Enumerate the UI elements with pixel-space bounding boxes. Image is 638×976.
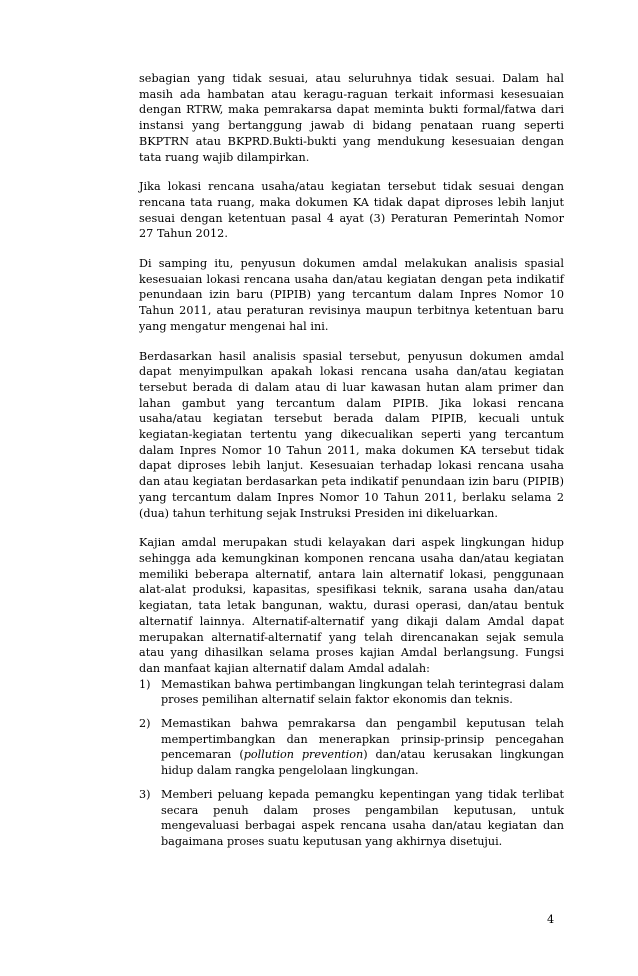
list-item-text: Memberi peluang kepada pemangku kepentingan yang tidak terlibat secara penuh dalam proses pengambilan keputusan, untuk mengevaluasi berbagai aspek rencana usaha dan/atau kegiatan dan bagaimana proses suatu keputusan yang akhirnya disetujui. xyxy=(161,787,564,848)
list-item-text: Memastikan bahwa pertimbangan lingkungan telah terintegrasi dalam proses pemilihan alternatif selain faktor ekonomis dan teknis. xyxy=(161,677,564,707)
list-item-number: 1) xyxy=(139,677,151,691)
list-item-number: 3) xyxy=(139,787,151,801)
list-item xyxy=(139,716,564,779)
list-item-text-before: Memastikan bahwa pemrakarsa dan pengambil keputusan telah mempertimbangkan dan menerapkan prinsip-prinsip pencegahan pencemaran ( xyxy=(161,717,564,762)
alternatif-function-list xyxy=(139,677,564,850)
paragraph-lokasi-tidak-sesuai: Jika lokasi rencana usaha/atau kegiatan tersebut tidak sesuai dengan rencana tata ruang, maka dokumen KA tidak dapat diproses lebih lanjut sesuai dengan ketentuan pasal 4 ayat (3) Peraturan Pemerintah Nomor 27 Tahun 2012. xyxy=(139,180,564,241)
list-item-italic-term: pollution prevention xyxy=(243,748,364,762)
list-item-number: 2) xyxy=(139,717,151,731)
paragraph-kajian-alternatif: Kajian amdal merupakan studi kelayakan dari aspek lingkungan hidup sehingga ada kemungkinan komponen rencana usaha dan/atau kegiatan memiliki beberapa alternatif, antara lain alternatif lokasi, penggunaan alat-alat produksi, kapasitas, spesifikasi teknik, sarana usaha dan/atau kegiatan, tata letak bangunan, waktu, durasi operasi, dan/atau bentuk alternatif lainnya. Alternatif-alternatif yang dikaji dalam Amdal dapat merupakan alternatif-alternatif yang telah direncanakan sejak semula atau yang dihasilkan selama proses kajian Amdal berlangsung. Fungsi dan manfaat kajian alternatif dalam Amdal adalah: xyxy=(139,536,564,675)
list-item-text-after: ) dan/atau kerusakan lingkungan hidup dalam rangka pengelolaan lingkungan. xyxy=(161,748,565,778)
list-item xyxy=(139,787,564,850)
page-number: 4 xyxy=(547,913,555,926)
paragraph-tata-ruang-continuation: sebagian yang tidak sesuai, atau seluruhnya tidak sesuai. Dalam hal masih ada hambatan atau keragu-raguan terkait informasi kesesuaian dengan RTRW, maka pemrakarsa dapat meminta bukti formal/fatwa dari instansi yang bertanggung jawab di bidang penataan ruang seperti BKPTRN atau BKPRD.Bukti-bukti yang mendukung kesesuaian dengan tata ruang wajib dilampirkan. xyxy=(139,72,564,164)
list-item xyxy=(139,677,564,708)
paragraph-analisis-spasial: Di samping itu, penyusun dokumen amdal melakukan analisis spasial kesesuaian lokasi rencana usaha dan/atau kegiatan dengan peta indikatif penundaan izin baru (PIPIB) yang tercantum dalam Inpres Nomor 10 Tahun 2011, atau peraturan revisinya maupun terbitnya ketentuan baru yang mengatur mengenai hal ini. xyxy=(139,257,564,333)
paragraph-hasil-analisis-pipib: Berdasarkan hasil analisis spasial tersebut, penyusun dokumen amdal dapat menyimpulkan apakah lokasi rencana usaha dan/atau kegiatan tersebut berada di dalam atau di luar kawasan hutan alam primer dan lahan gambut yang tercantum dalam PIPIB. Jika lokasi rencana usaha/atau kegiatan tersebut berada dalam PIPIB, kecuali untuk kegiatan-kegiatan tertentu yang dikecualikan seperti yang tercantum dalam Inpres Nomor 10 Tahun 2011, maka dokumen KA tersebut tidak dapat diproses lebih lanjut. Kesesuaian terhadap lokasi rencana usaha dan atau kegiatan berdasarkan peta indikatif penundaan izin baru (PIPIB) yang tercantum dalam Inpres Nomor 10 Tahun 2011, berlaku selama 2 (dua) tahun terhitung sejak Instruksi Presiden ini dikeluarkan. xyxy=(139,349,564,520)
document-page xyxy=(139,71,564,858)
